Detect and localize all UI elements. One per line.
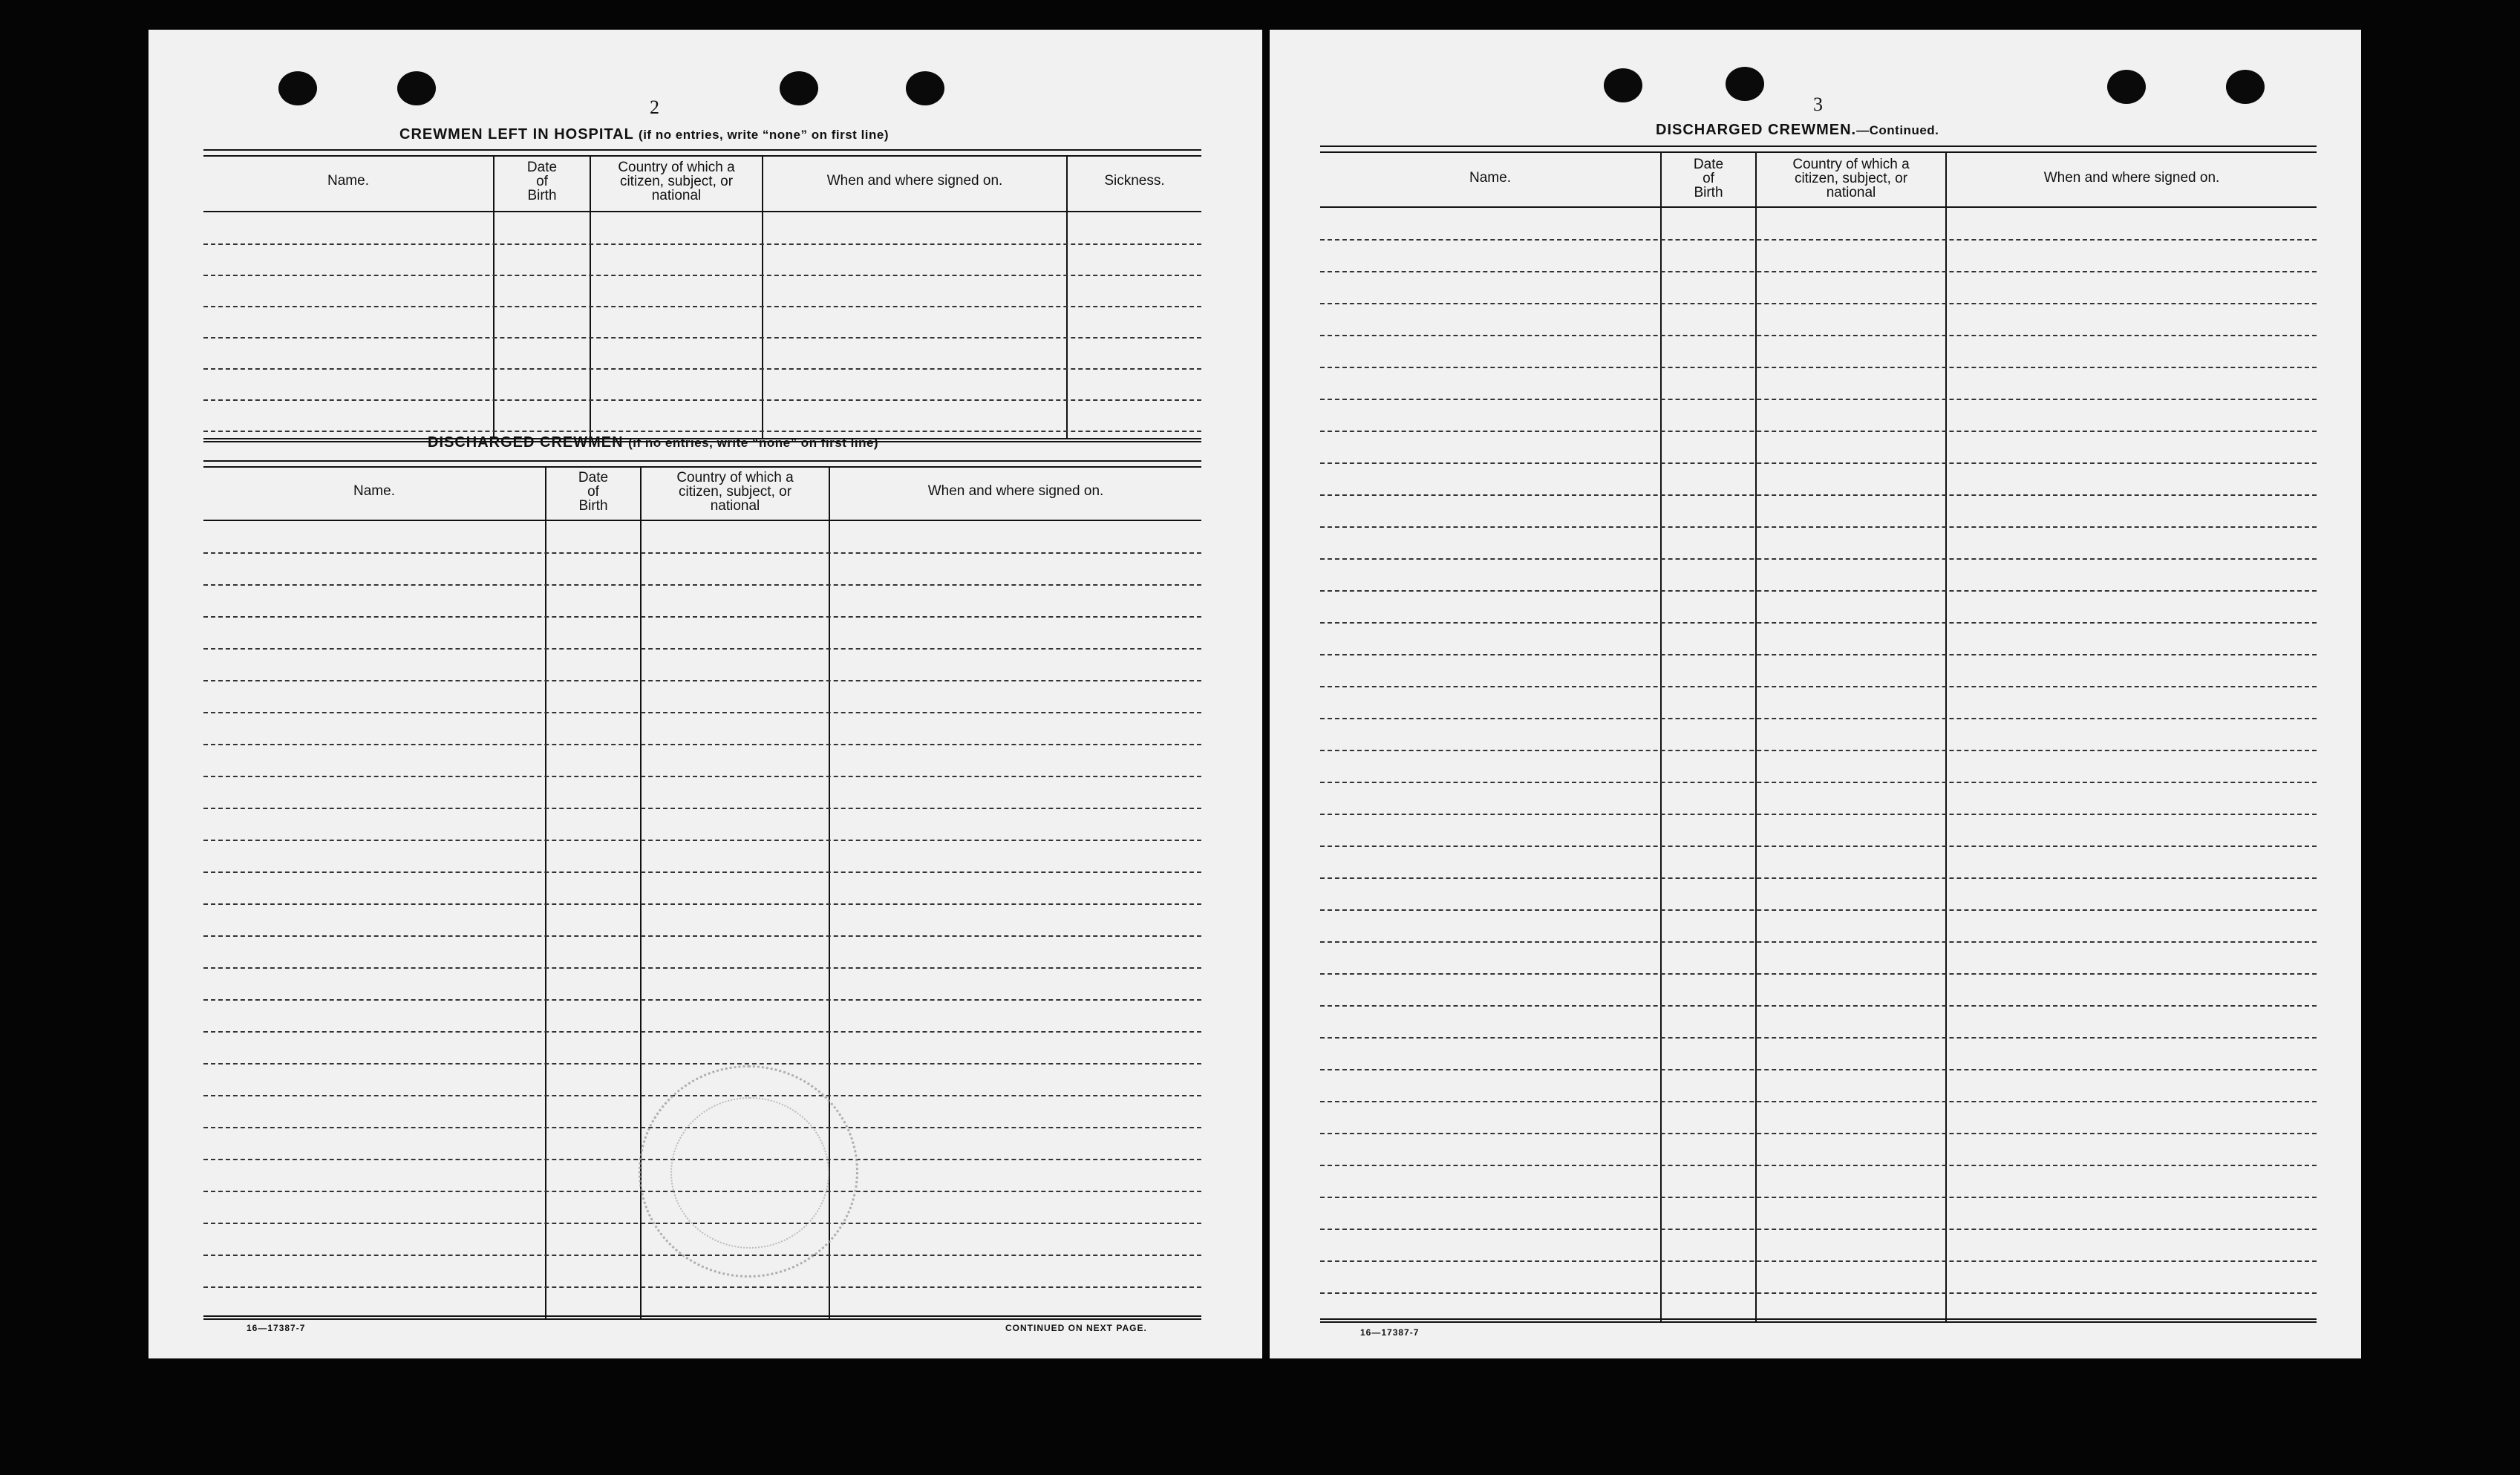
entry-line xyxy=(203,1031,1201,1033)
entry-line xyxy=(203,935,1201,937)
entry-line xyxy=(1320,1005,2317,1007)
entry-line xyxy=(1320,654,2317,655)
entry-line xyxy=(203,1063,1201,1064)
punch-hole xyxy=(780,71,818,105)
table-top-rule xyxy=(1320,145,2317,153)
entry-line xyxy=(203,871,1201,873)
column-divider xyxy=(762,156,763,439)
entry-line xyxy=(1320,494,2317,496)
table-top-rule xyxy=(203,460,1201,468)
entry-line xyxy=(203,243,1201,245)
stamp-inner-ring xyxy=(670,1097,829,1249)
column-divider xyxy=(590,156,591,439)
col-header-country: Country of which a citizen, subject, or national xyxy=(1792,157,1910,200)
entry-line xyxy=(203,648,1201,650)
col-header-date-of-birth: Date of Birth xyxy=(526,160,558,203)
column-divider xyxy=(1066,156,1068,439)
col-header-date-of-birth: Date of Birth xyxy=(578,470,609,514)
entry-line xyxy=(203,552,1201,554)
continued-title-text: DISCHARGED CREWMEN. xyxy=(1656,122,1857,138)
entry-line xyxy=(203,616,1201,618)
entry-line xyxy=(1320,239,2317,241)
entry-line xyxy=(1320,718,2317,719)
entry-line xyxy=(1320,941,2317,943)
form-number: 16—17387-7 xyxy=(1360,1327,1420,1338)
entry-line xyxy=(1320,431,2317,432)
entry-line xyxy=(1320,973,2317,975)
entry-line xyxy=(203,584,1201,586)
entry-line xyxy=(1320,399,2317,400)
entry-line xyxy=(203,967,1201,969)
column-divider xyxy=(1660,151,1662,1321)
col-header-signed-on: When and where signed on. xyxy=(826,173,1003,189)
entry-line xyxy=(1320,846,2317,847)
entry-line xyxy=(203,399,1201,401)
entry-line xyxy=(203,275,1201,276)
punch-hole xyxy=(1726,67,1764,101)
column-divider xyxy=(493,156,494,439)
entry-line xyxy=(1320,1133,2317,1134)
punch-hole xyxy=(906,71,944,105)
discharged-title-note: (if no entries, write “none” on first line) xyxy=(628,436,879,450)
entry-line xyxy=(1320,303,2317,304)
page-number: 2 xyxy=(650,97,659,118)
entry-line xyxy=(1320,877,2317,879)
header-rule xyxy=(203,520,1201,521)
right-page xyxy=(1270,30,2361,1358)
entry-line xyxy=(1320,1069,2317,1070)
entry-line xyxy=(1320,590,2317,592)
entry-line xyxy=(1320,622,2317,624)
entry-line xyxy=(1320,462,2317,464)
entry-line xyxy=(1320,1037,2317,1039)
entry-line xyxy=(1320,558,2317,560)
entry-line xyxy=(1320,909,2317,911)
left-page xyxy=(148,30,1262,1358)
column-divider xyxy=(1945,151,1947,1321)
form-number: 16—17387-7 xyxy=(247,1323,306,1333)
header-rule xyxy=(203,211,1201,212)
entry-line xyxy=(1320,1101,2317,1102)
discharged-title-text: DISCHARGED CREWMEN xyxy=(428,434,624,451)
col-header-country: Country of which a citizen, subject, or national xyxy=(676,470,794,514)
col-header-date-of-birth: Date of Birth xyxy=(1693,157,1724,200)
entry-line xyxy=(1320,782,2317,783)
entry-line xyxy=(203,999,1201,1001)
punch-hole xyxy=(2226,70,2265,104)
entry-line xyxy=(1320,1229,2317,1230)
column-divider xyxy=(1755,151,1757,1321)
entry-line xyxy=(203,776,1201,777)
entry-line xyxy=(1320,335,2317,336)
entry-line xyxy=(203,368,1201,370)
table-top-rule xyxy=(203,149,1201,157)
entry-line xyxy=(203,808,1201,809)
col-header-name: Name. xyxy=(353,483,395,499)
circular-stamp xyxy=(639,1065,858,1278)
entry-line xyxy=(203,1286,1201,1288)
entry-line xyxy=(203,744,1201,745)
entry-line xyxy=(1320,526,2317,528)
punch-hole xyxy=(397,71,436,105)
entry-line xyxy=(1320,367,2317,368)
table-bottom-rule xyxy=(203,1315,1201,1320)
punch-hole xyxy=(1604,68,1642,102)
entry-line xyxy=(1320,814,2317,815)
entry-line xyxy=(1320,750,2317,751)
entry-line xyxy=(203,680,1201,681)
entry-line xyxy=(203,337,1201,339)
page-number: 3 xyxy=(1813,94,1823,115)
hospital-title-text: CREWMEN LEFT IN HOSPITAL xyxy=(399,126,634,143)
entry-line xyxy=(1320,1197,2317,1198)
header-rule xyxy=(1320,206,2317,208)
entry-line xyxy=(1320,271,2317,272)
punch-hole xyxy=(2107,70,2146,104)
entry-line xyxy=(203,431,1201,432)
punch-hole xyxy=(278,71,317,105)
col-header-name: Name. xyxy=(327,173,369,189)
entry-line xyxy=(203,903,1201,905)
col-header-signed-on: When and where signed on. xyxy=(2043,170,2220,186)
col-header-country: Country of which a citizen, subject, or national xyxy=(618,160,735,203)
entry-line xyxy=(203,840,1201,841)
continued-note: CONTINUED ON NEXT PAGE. xyxy=(1005,1323,1147,1333)
hospital-section-title xyxy=(399,126,889,143)
hospital-title-note: (if no entries, write “none” on first line) xyxy=(639,128,889,142)
entry-line xyxy=(1320,1292,2317,1294)
continued-title-note: —Continued. xyxy=(1856,123,1939,137)
entry-line xyxy=(1320,686,2317,687)
col-header-signed-on: When and where signed on. xyxy=(927,483,1104,499)
discharged-section-title xyxy=(428,434,878,451)
entry-line xyxy=(203,306,1201,307)
table-bottom-rule xyxy=(1320,1318,2317,1323)
entry-line xyxy=(1320,1165,2317,1166)
entry-line xyxy=(1320,1260,2317,1262)
col-header-sickness: Sickness. xyxy=(1104,173,1165,189)
discharged-continued-title xyxy=(1656,122,1939,139)
col-header-name: Name. xyxy=(1469,170,1511,186)
entry-line xyxy=(203,712,1201,713)
